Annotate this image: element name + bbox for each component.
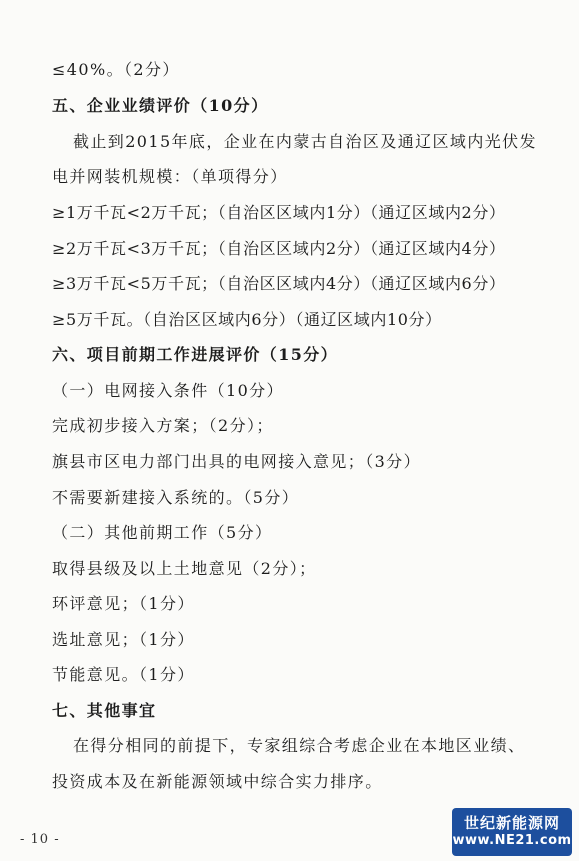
text-line: 完成初步接入方案；（2分）； [52, 416, 274, 435]
text-line: ≥5万千瓦。（自治区区域内6分）（通辽区域内10分） [52, 310, 442, 329]
watermark-url: www.NE21.com [452, 833, 572, 848]
section-heading: 七、其他事宜 [52, 701, 157, 720]
watermark-title: 世纪新能源网 [463, 814, 560, 832]
text-line: 环评意见；（1分） [52, 594, 195, 613]
watermark-logo [452, 808, 572, 856]
text-line: ≥1万千瓦<2万千瓦；（自治区区域内1分）（通辽区域内2分） [52, 203, 506, 222]
text-line: 电并网装机规模：（单项得分） [52, 167, 288, 186]
text-line: 在得分相同的前提下，专家组综合考虑企业在本地区业绩、 [73, 736, 526, 755]
text-line: ≤40%。（2分） [52, 60, 180, 79]
text-line: ≥2万千瓦<3万千瓦；（自治区区域内2分）（通辽区域内4分） [52, 239, 506, 258]
subsection-heading: （一）电网接入条件（10分） [52, 381, 284, 400]
text-line: 不需要新建接入系统的。（5分） [52, 488, 300, 507]
page-number: - 10 - [20, 832, 60, 847]
text-line: 旗县市区电力部门出具的电网接入意见；（3分） [52, 452, 421, 471]
text-line: ≥3万千瓦<5万千瓦；（自治区区域内4分）（通辽区域内6分） [52, 274, 506, 293]
text-line: 截止到2015年底，企业在内蒙古自治区及通辽区域内光伏发 [73, 132, 537, 151]
text-line: 取得县级及以上土地意见（2分）； [52, 559, 317, 578]
text-line: 节能意见。（1分） [52, 665, 195, 684]
text-line: 投资成本及在新能源领域中综合实力排序。 [52, 772, 383, 791]
section-heading: 五、企业业绩评价（10分） [52, 96, 269, 115]
section-heading: 六、项目前期工作进展评价（15分） [52, 345, 339, 364]
text-line: 选址意见；（1分） [52, 630, 195, 649]
subsection-heading: （二）其他前期工作（5分） [52, 523, 273, 542]
